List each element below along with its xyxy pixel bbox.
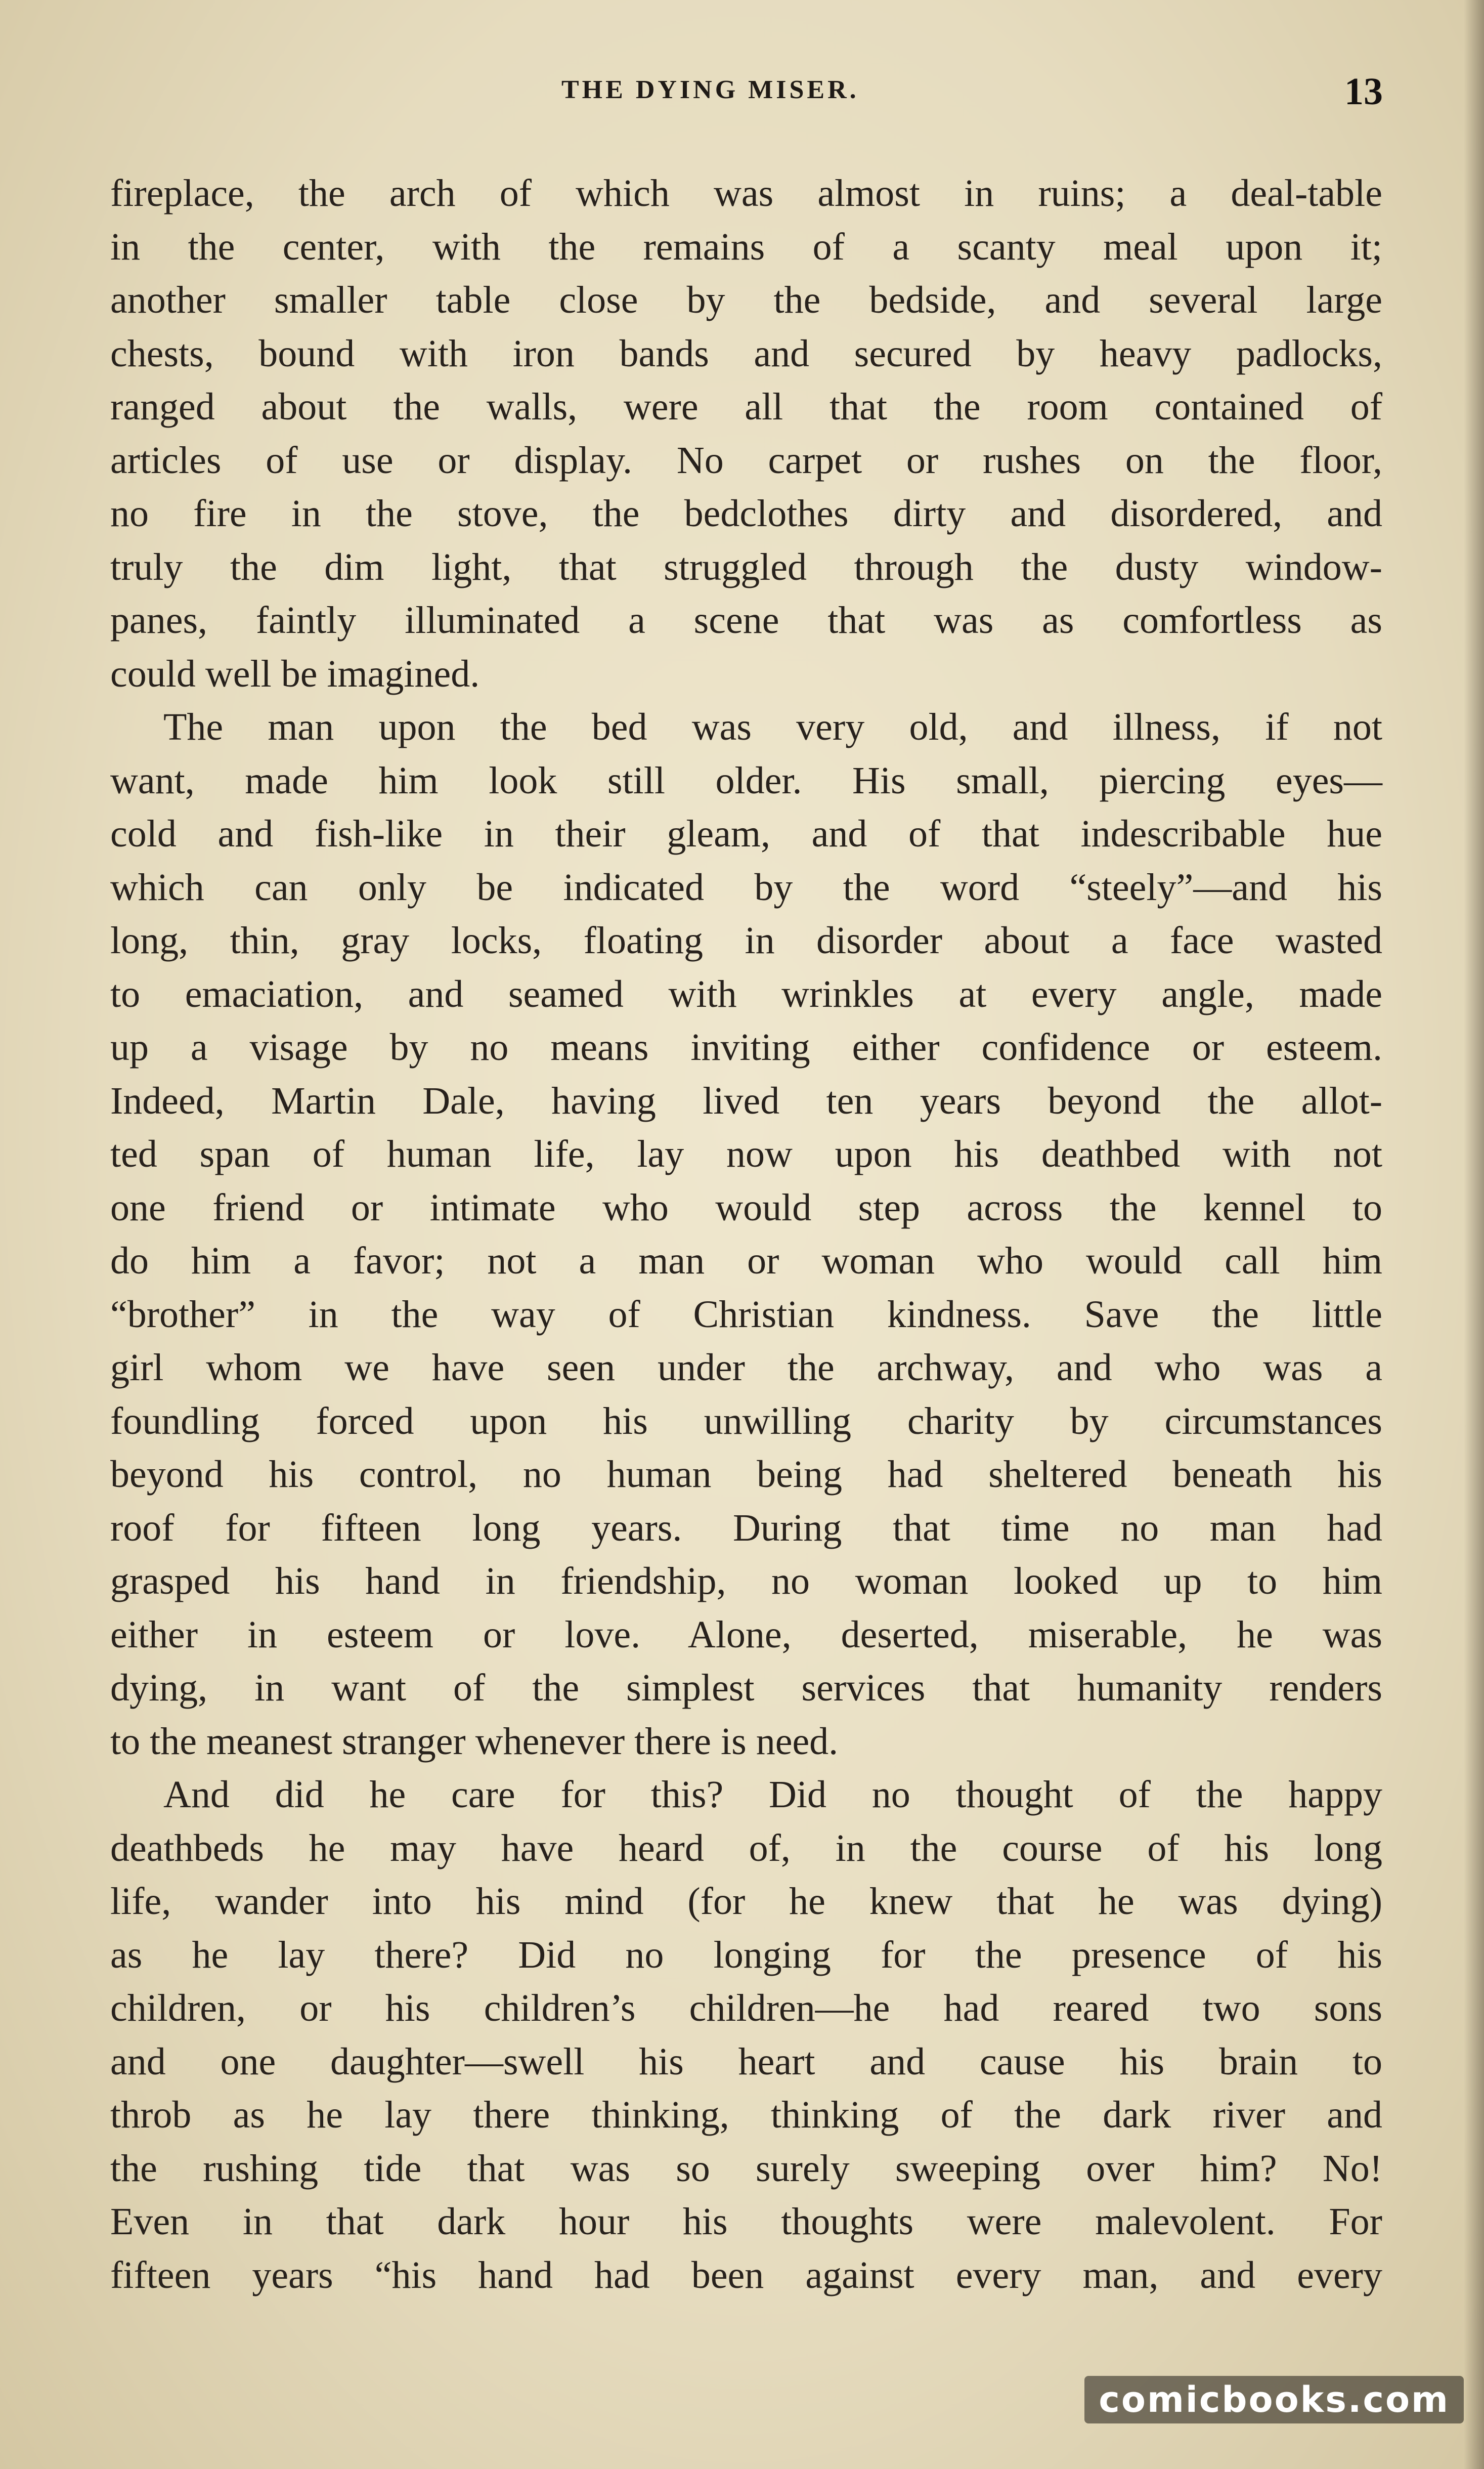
text-line: fireplace, the arch of which was almost in ruins; a deal-table bbox=[110, 172, 1382, 215]
text-line: Even in that dark hour his thoughts were malevolent. For bbox=[110, 2200, 1382, 2243]
text-line: grasped his hand in friendship, no woman looked up to him bbox=[110, 1560, 1382, 1602]
text-line: Indeed, Martin Dale, having lived ten years beyond the allot- bbox=[110, 1079, 1382, 1122]
text-line: dying, in want of the simplest services that humanity renders bbox=[110, 1667, 1382, 1709]
text-line: cold and fish-like in their gleam, and of that indescribable hue bbox=[110, 813, 1382, 855]
text-line: long, thin, gray locks, floating in disorder about a face wasted bbox=[110, 919, 1382, 962]
text-line: roof for fifteen long years. During that time no man had bbox=[110, 1506, 1382, 1549]
text-line: deathbeds he may have heard of, in the course of his long bbox=[110, 1826, 1382, 1869]
text-line: children, or his children’s children—he had reared two sons bbox=[110, 1987, 1382, 2029]
text-line: panes, faintly illuminated a scene that was as comfortless as bbox=[110, 599, 1382, 642]
text-line: as he lay there? Did no longing for the presence of his bbox=[110, 1933, 1382, 1976]
page-edge-shadow bbox=[1464, 0, 1484, 2469]
text-line: life, wander into his mind (for he knew that he was dying) bbox=[110, 1880, 1382, 1923]
text-line: The man upon the bed was very old, and illness, if not bbox=[163, 706, 1382, 748]
text-line: chests, bound with iron bands and secured by heavy padlocks, bbox=[110, 332, 1382, 375]
text-line: the rushing tide that was so surely sweeping over him? No! bbox=[110, 2147, 1382, 2190]
text-line: another smaller table close by the bedside, and several large bbox=[110, 279, 1382, 321]
text-line: to emaciation, and seamed with wrinkles at every angle, made bbox=[110, 972, 1382, 1015]
text-line: “brother” in the way of Christian kindness. Save the little bbox=[110, 1293, 1382, 1336]
text-line: want, made him look still older. His small, piercing eyes— bbox=[110, 759, 1382, 802]
text-line: And did he care for this? Did no thought of the happy bbox=[163, 1773, 1382, 1816]
text-line: girl whom we have seen under the archway, and who was a bbox=[110, 1346, 1382, 1389]
text-line: in the center, with the remains of a scanty meal upon it; bbox=[110, 225, 1382, 268]
body-text bbox=[110, 167, 1382, 2302]
text-line: foundling forced upon his unwilling charity by circumstances bbox=[110, 1399, 1382, 1442]
text-line: throb as he lay there thinking, thinking of the dark river and bbox=[110, 2094, 1382, 2136]
text-line: truly the dim light, that struggled through the dusty window- bbox=[110, 545, 1382, 588]
text-line: which can only be indicated by the word “steely”—and his bbox=[110, 866, 1382, 909]
text-line: no fire in the stove, the bedclothes dirty and disordered, and bbox=[110, 492, 1382, 535]
text-line: one friend or intimate who would step across the kennel to bbox=[110, 1186, 1382, 1229]
text-line: to the meanest stranger whenever there is need. bbox=[110, 1720, 839, 1763]
text-line: do him a favor; not a man or woman who would call him bbox=[110, 1240, 1382, 1282]
text-line: and one daughter—swell his heart and cause his brain to bbox=[110, 2040, 1382, 2083]
text-line: ranged about the walls, were all that the room contained of bbox=[110, 386, 1382, 428]
running-title: THE DYING MISER. bbox=[561, 75, 859, 104]
text-line: either in esteem or love. Alone, deserted, miserable, he was bbox=[110, 1613, 1382, 1656]
text-line: beyond his control, no human being had sheltered beneath his bbox=[110, 1453, 1382, 1496]
text-line: could well be imagined. bbox=[110, 652, 480, 695]
text-line: articles of use or display. No carpet or rushes on the floor, bbox=[110, 439, 1382, 482]
text-line: ted span of human life, lay now upon his deathbed with not bbox=[110, 1133, 1382, 1175]
page-number: 13 bbox=[1344, 70, 1383, 113]
watermark-logo[interactable]: comicbooks.com bbox=[1084, 2376, 1464, 2423]
text-line: up a visage by no means inviting either confidence or esteem. bbox=[110, 1026, 1382, 1069]
text-line: fifteen years “his hand had been against every man, and every bbox=[110, 2253, 1382, 2296]
